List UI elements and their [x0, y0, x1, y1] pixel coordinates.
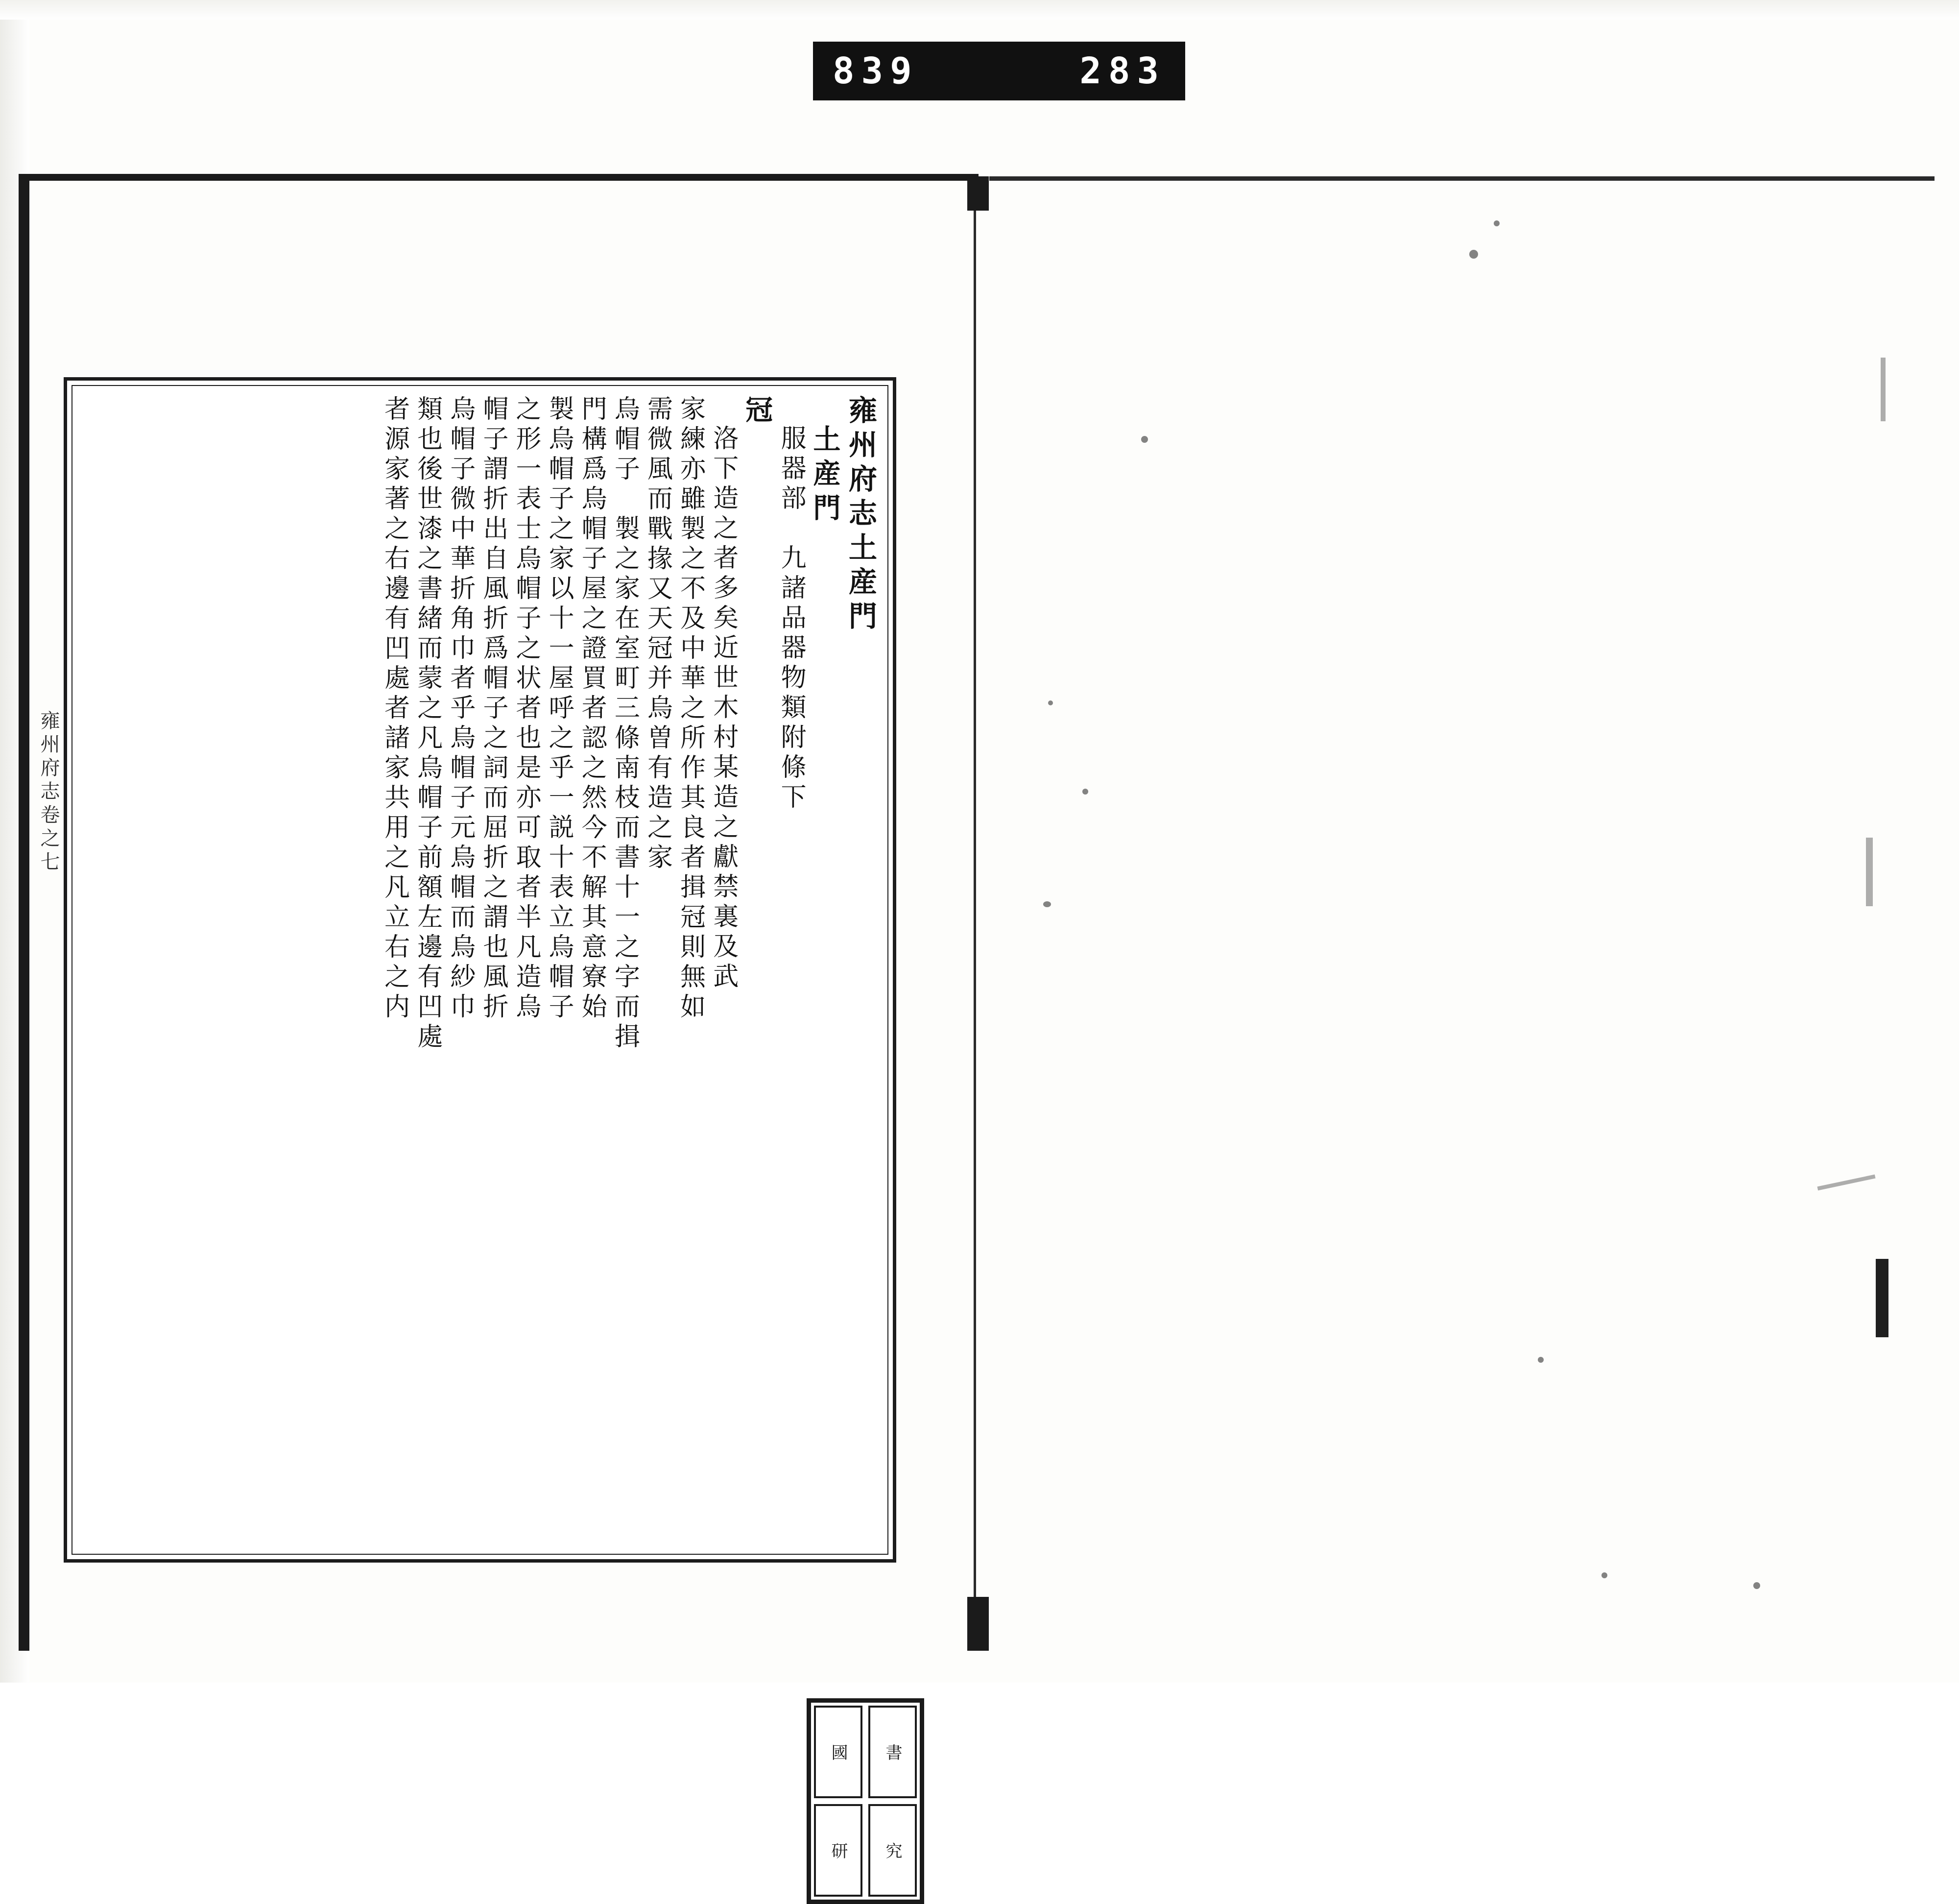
text-column: 需微風而戰掾又天冠并烏曽有造之家	[643, 395, 672, 873]
gutter-mark-top	[967, 176, 989, 211]
book-opening	[10, 162, 1949, 1859]
text-column: 者源家著之右邊有凹處者諸家共用之凡立右之内	[380, 395, 409, 1023]
text-column: 土産門	[809, 425, 841, 528]
scan-speck	[1043, 901, 1051, 907]
film-frame-header	[813, 42, 1185, 100]
scan-speck	[1469, 250, 1478, 259]
scan-edge-top	[0, 0, 1959, 20]
scan-tear	[1876, 1259, 1888, 1337]
scan-speck	[1048, 700, 1053, 705]
text-column: 雍州府志土産門	[844, 395, 877, 635]
scan-speck	[1141, 436, 1148, 443]
text-column: 烏帽子 製之家在室町三條南枝而書十一之字而揖	[610, 395, 640, 1053]
text-column: 製烏帽子之家以十一屋呼之乎一説十表立烏帽子	[544, 395, 574, 1023]
scan-speck	[1601, 1572, 1607, 1578]
text-column: 帽子謂折出自風折爲帽子之詞而屈折之謂也風折	[478, 395, 508, 1023]
spine-label: 雍州府志卷之七	[37, 710, 60, 875]
vertical-text-columns	[82, 395, 878, 1544]
text-column: 冠	[741, 395, 774, 430]
text-block-frame	[64, 377, 902, 1859]
seal-glyph: 究	[868, 1804, 917, 1897]
gutter-mark-bottom	[967, 1597, 989, 1651]
page-border-left	[19, 174, 29, 1651]
scan-blemish	[1866, 838, 1873, 906]
text-column: 服器部 九諸品器物類附條下	[776, 425, 806, 813]
scan-speck	[1538, 1357, 1544, 1363]
seal-glyph: 國	[814, 1706, 862, 1798]
scan-blemish	[1817, 1175, 1875, 1191]
scan-speck	[1082, 789, 1088, 795]
library-seal	[807, 1698, 924, 1904]
text-column: 烏帽子微中華折角巾者乎烏帽子元烏帽而烏紗巾	[445, 395, 475, 1023]
seal-glyph: 研	[814, 1804, 862, 1897]
page-border-top-left	[19, 174, 979, 181]
text-column: 洛下造之者多矣近世木村某造之獻禁裏及武	[708, 425, 738, 992]
page-border-top-right	[989, 176, 1935, 181]
scan-speck	[1494, 220, 1500, 226]
film-frame-number-left: 839	[833, 50, 919, 92]
scan-blemish	[1881, 358, 1886, 421]
film-frame-number-right: 283	[1079, 50, 1166, 92]
seal-glyph: 書	[868, 1706, 917, 1798]
text-column: 家練亦雖製之不及中華之所作其良者揖冠則無如	[675, 395, 705, 1023]
book-gutter	[974, 176, 984, 1651]
scan-speck	[1753, 1582, 1760, 1589]
text-column: 門構爲烏帽子屋之證買者認之然今不解其意寮始	[577, 395, 607, 1023]
text-column: 之形一表士烏帽子之状者也是亦可取者半凡造烏	[511, 395, 541, 1023]
text-column: 類也後世漆之書緒而蒙之凡烏帽子前額左邊有凹處	[412, 395, 442, 1053]
